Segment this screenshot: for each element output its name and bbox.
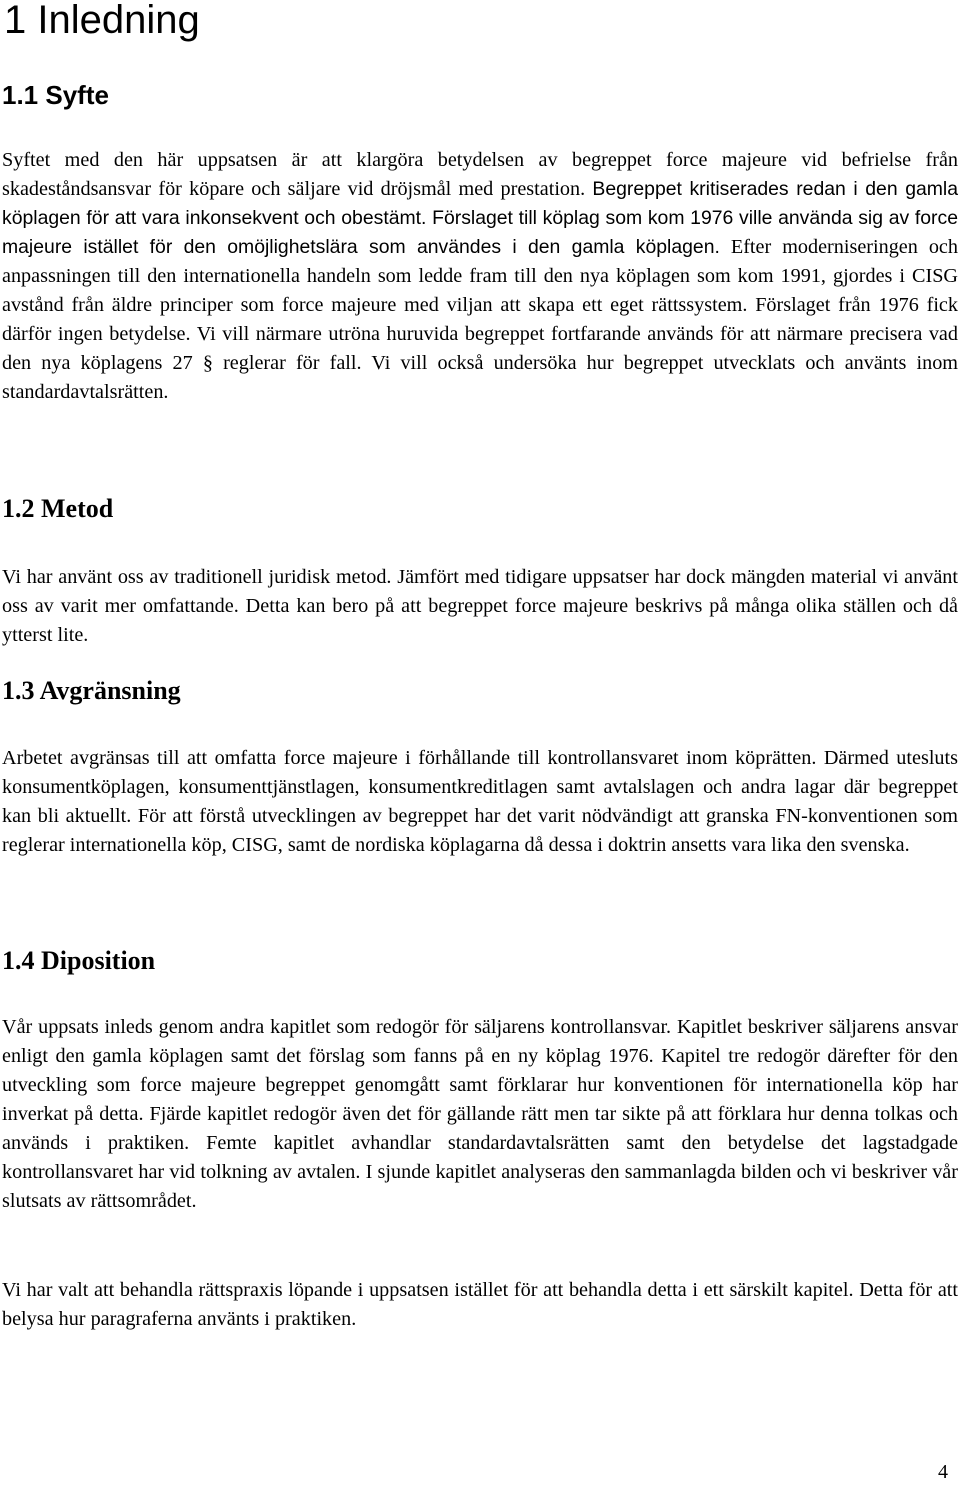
page-number: 4 — [938, 1461, 948, 1483]
chapter-heading: 1 Inledning — [4, 0, 200, 42]
section-heading-syfte: 1.1 Syfte — [2, 80, 109, 110]
section-paragraph-diposition-1: Vår uppsats inleds genom andra kapitlet som redogör för säljarens kontrollansvar. Kapitlet beskriver säljarens ansvar enligt den gamla köplagen samt det förslag som fanns på en ny köplag 1976. Kapitel tre redogör därefter för den utveckling som force majeure begreppet genomgått samt förklarar hur konventionen för internationella köp har inverkat på detta. Fjärde kapitlet redogör även det för gällande rätt men tar sikte på att förklara hur denna tolkas och används i praktiken. Femte kapitlet avhandlar standardavtalsrätten samt den betydelse det lagstadgade kontrollansvaret har vid tolkning av avtalen. I sjunde kapitlet analyseras den sammanlagda bilden och vi beskriver vår slutsats av rättsområdet. — [2, 1016, 958, 1212]
section-paragraph-diposition-2: Vi har valt att behandla rättspraxis löpande i uppsatsen istället för att behandla detta i ett särskilt kapitel. Detta för att belysa hur paragraferna använts i praktiken. — [2, 1279, 958, 1330]
section-heading-metod: 1.2 Metod — [2, 494, 114, 523]
section-heading-avgransning: 1.3 Avgränsning — [2, 676, 181, 705]
paragraph-sentence: Syftet med den här uppsatsen är att klargöra betydelsen av begreppet force majeure vid befrielse från skadeståndsansvar för köpare och säljare vid dröjsmål med prestation. — [2, 149, 958, 200]
section-paragraph-avgransning: Arbetet avgränsas till att omfatta force majeure i förhållande till kontrollansvaret inom köprätten. Därmed utesluts konsumentköplagen, konsumenttjänstlagen, konsumentkreditlagen samt avtalslagen och andra lagar där begreppet kan bli aktuellt. För att förstå utvecklingen av begreppet har det varit nödvändigt att granska FN-konventionen som reglerar internationella köp, CISG, samt de nordiska köplagarna då dessa i doktrin ansetts vara lika den svenska. — [2, 747, 958, 856]
section-paragraph-metod: Vi har använt oss av traditionell juridisk metod. Jämfört med tidigare uppsatser har dock mängden material vi använt oss av varit mer omfattande. Detta kan bero på att begreppet force majeure beskrivs på många olika ställen och då ytterst lite. — [2, 566, 958, 646]
paragraph-sentence: Efter moderniseringen och anpassningen till den internationella handeln som ledde fram till den nya köplagen som kom 1991, gjordes i CISG avstånd från äldre principer som force majeure med viljan att skapa ett eget rättssystem. Förslaget från 1976 fick därför ingen betydelse. Vi vill närmare utröna huruvida begreppet fortfarande används för att närmare precisera vad den nya köplagens 27 § reglerar för fall. Vi vill också undersöka hur begreppet utvecklats och använts inom standardavtalsrätten. — [2, 236, 958, 403]
paragraph-sentence: Begreppet kritiserades redan i den gamla köplagen för att vara inkonsekvent och obestämt. Förslaget till köplag som kom 1976 ville använda sig av force majeure istället för den omöjlighetslära som användes i den gamla köplagen. — [2, 178, 959, 258]
section-paragraph-syfte — [2, 146, 958, 407]
section-heading-diposition: 1.4 Diposition — [2, 946, 156, 975]
